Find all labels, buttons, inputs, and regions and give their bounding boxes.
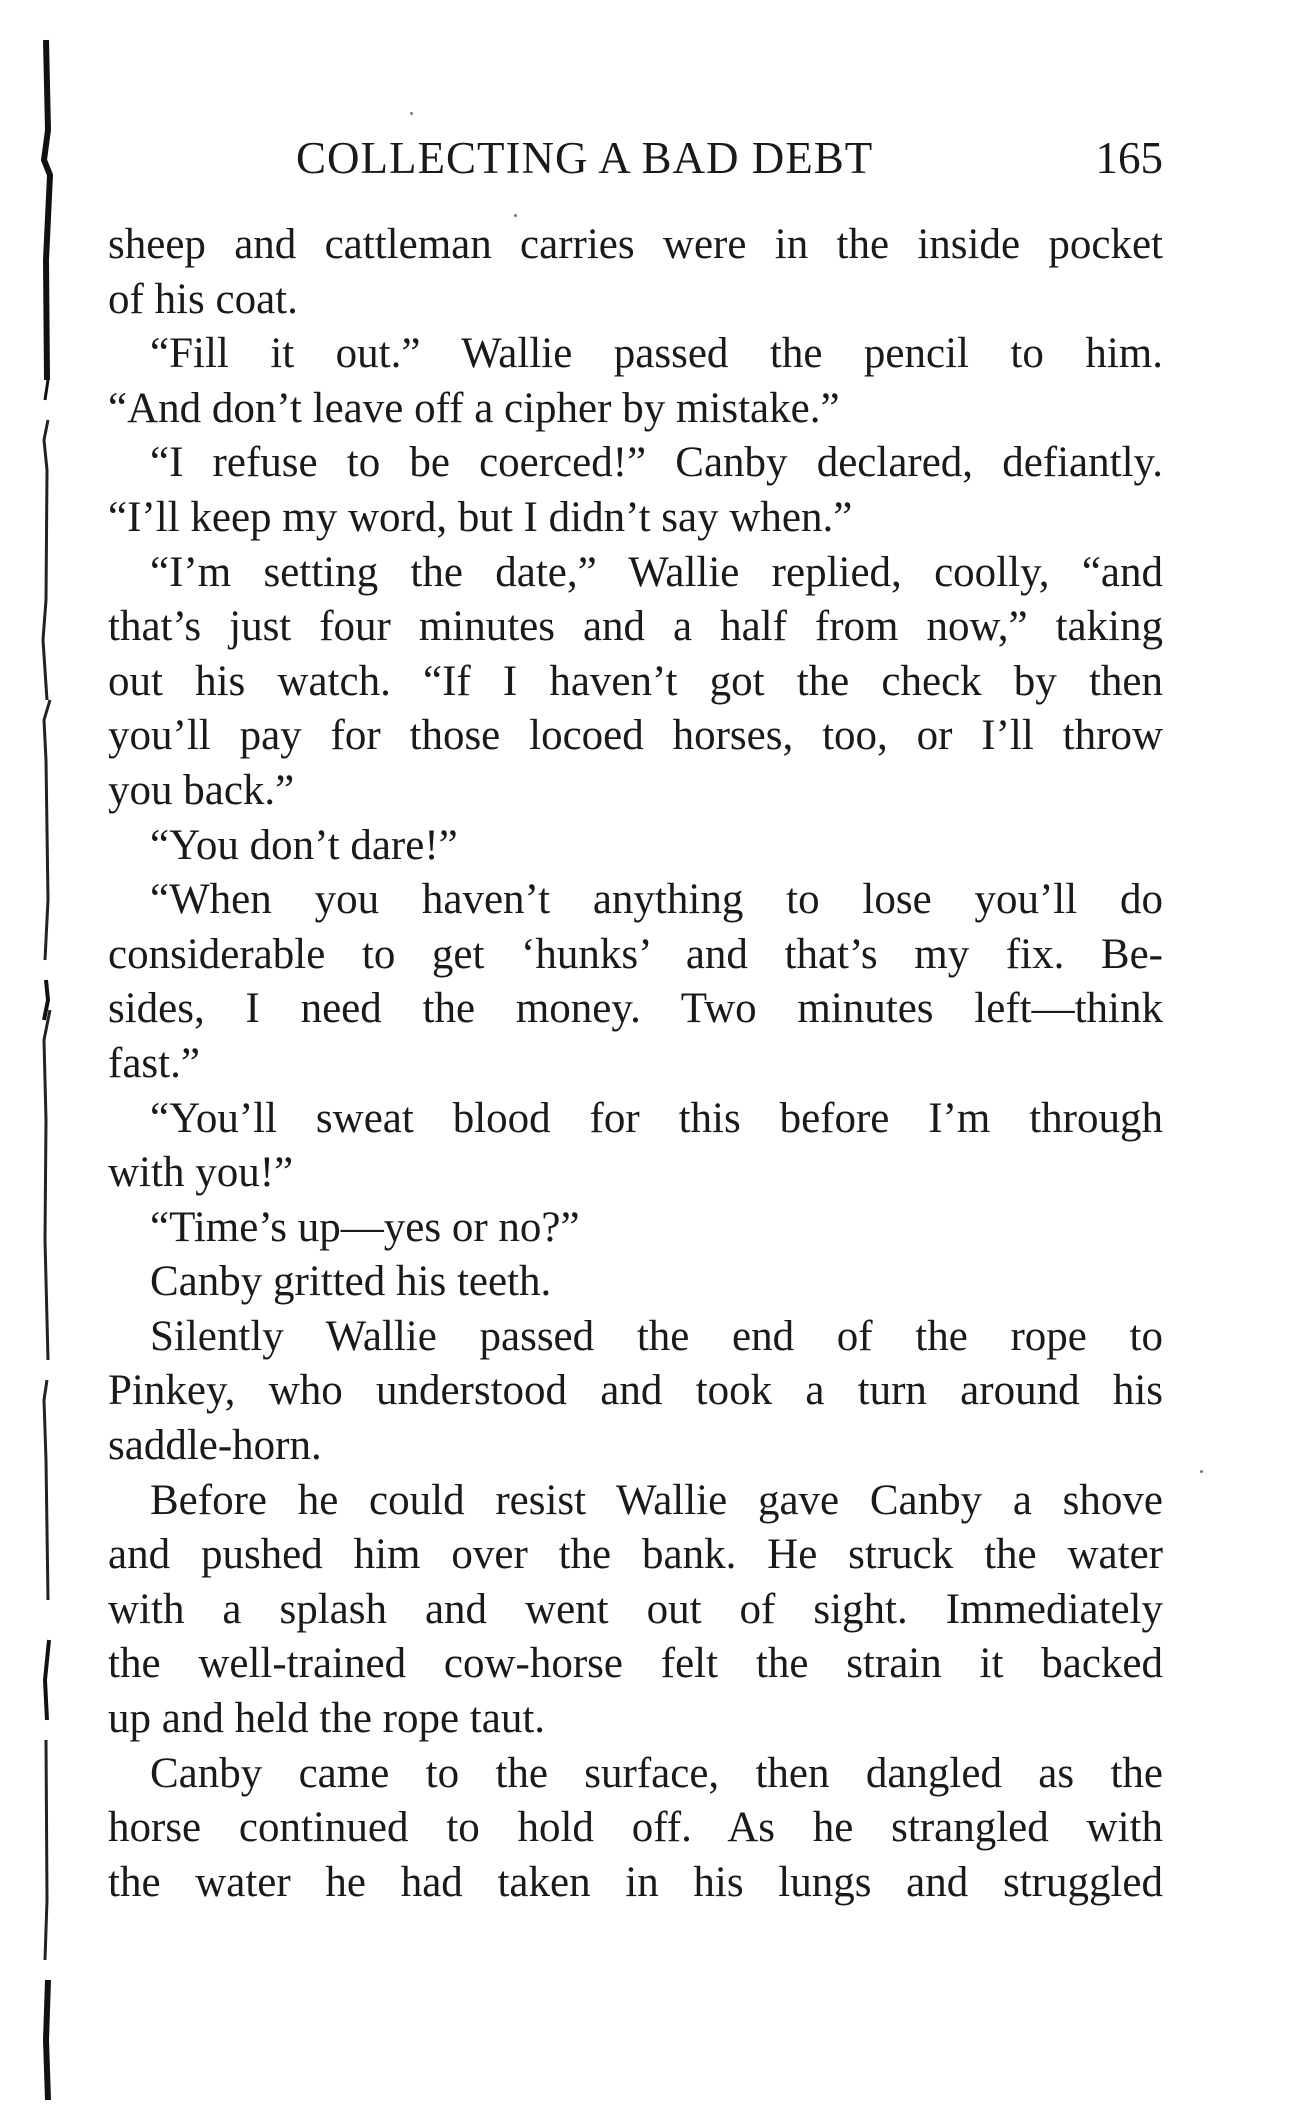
paper-speck — [410, 112, 413, 115]
text-line: with a splash and went out of sight. Immediately — [108, 1585, 1163, 1633]
paper-speck — [1200, 1470, 1203, 1473]
text-line: sheep and cattleman carries were in the inside pocket — [108, 221, 1163, 268]
text-line: “When you haven’t anything to lose you’ll do — [150, 876, 1163, 924]
text-line: “You don’t dare!” — [150, 821, 458, 869]
text-line: and pushed him over the bank. He struck the water — [108, 1531, 1163, 1579]
text-line: horse continued to hold off. As he strangled with — [108, 1804, 1163, 1852]
page-header — [108, 132, 1163, 192]
page-number: 165 — [1095, 133, 1163, 183]
text-line: you back.” — [108, 766, 295, 814]
text-line: out his watch. “If I haven’t got the check by then — [108, 657, 1163, 705]
text-line: the well-trained cow-horse felt the strain it backed — [108, 1640, 1163, 1688]
body-text — [108, 218, 1163, 1910]
text-line: Canby came to the surface, then dangled as the — [150, 1749, 1163, 1797]
text-line: considerable to get ‘hunks’ and that’s my fix. Be- — [108, 930, 1163, 978]
text-line: you’ll pay for those locoed horses, too, or I’ll throw — [108, 712, 1163, 760]
text-line: Pinkey, who understood and took a turn around his — [108, 1367, 1163, 1415]
text-line: Before he could resist Wallie gave Canby a shove — [150, 1476, 1163, 1524]
text-line: the water he had taken in his lungs and struggled — [108, 1858, 1163, 1906]
text-line: “Fill it out.” Wallie passed the pencil to him. — [150, 330, 1163, 378]
text-line: “I’m setting the date,” Wallie replied, coolly, “and — [150, 548, 1163, 596]
text-line: Silently Wallie passed the end of the rope to — [150, 1312, 1163, 1360]
text-line: sides, I need the money. Two minutes left—think — [108, 985, 1163, 1033]
binding-edge-marks — [0, 0, 80, 2116]
text-line: up and held the rope taut. — [108, 1695, 546, 1743]
text-line: of his coat. — [108, 275, 298, 323]
text-line: “I refuse to be coerced!” Canby declared, defiantly. — [150, 439, 1163, 487]
text-line: “You’ll sweat blood for this before I’m through — [150, 1094, 1163, 1142]
running-title: COLLECTING A BAD DEBT — [296, 133, 874, 183]
paper-speck — [514, 214, 517, 217]
text-line: saddle-horn. — [108, 1422, 322, 1470]
text-line: with you!” — [108, 1149, 294, 1197]
text-line: “I’ll keep my word, but I didn’t say when.” — [108, 493, 853, 541]
text-line: “And don’t leave off a cipher by mistake.” — [108, 384, 840, 432]
text-line: that’s just four minutes and a half from now,” taking — [108, 603, 1163, 651]
text-line: Canby gritted his teeth. — [150, 1258, 552, 1306]
text-line: fast.” — [108, 1039, 200, 1087]
text-line: “Time’s up—yes or no?” — [150, 1203, 580, 1251]
